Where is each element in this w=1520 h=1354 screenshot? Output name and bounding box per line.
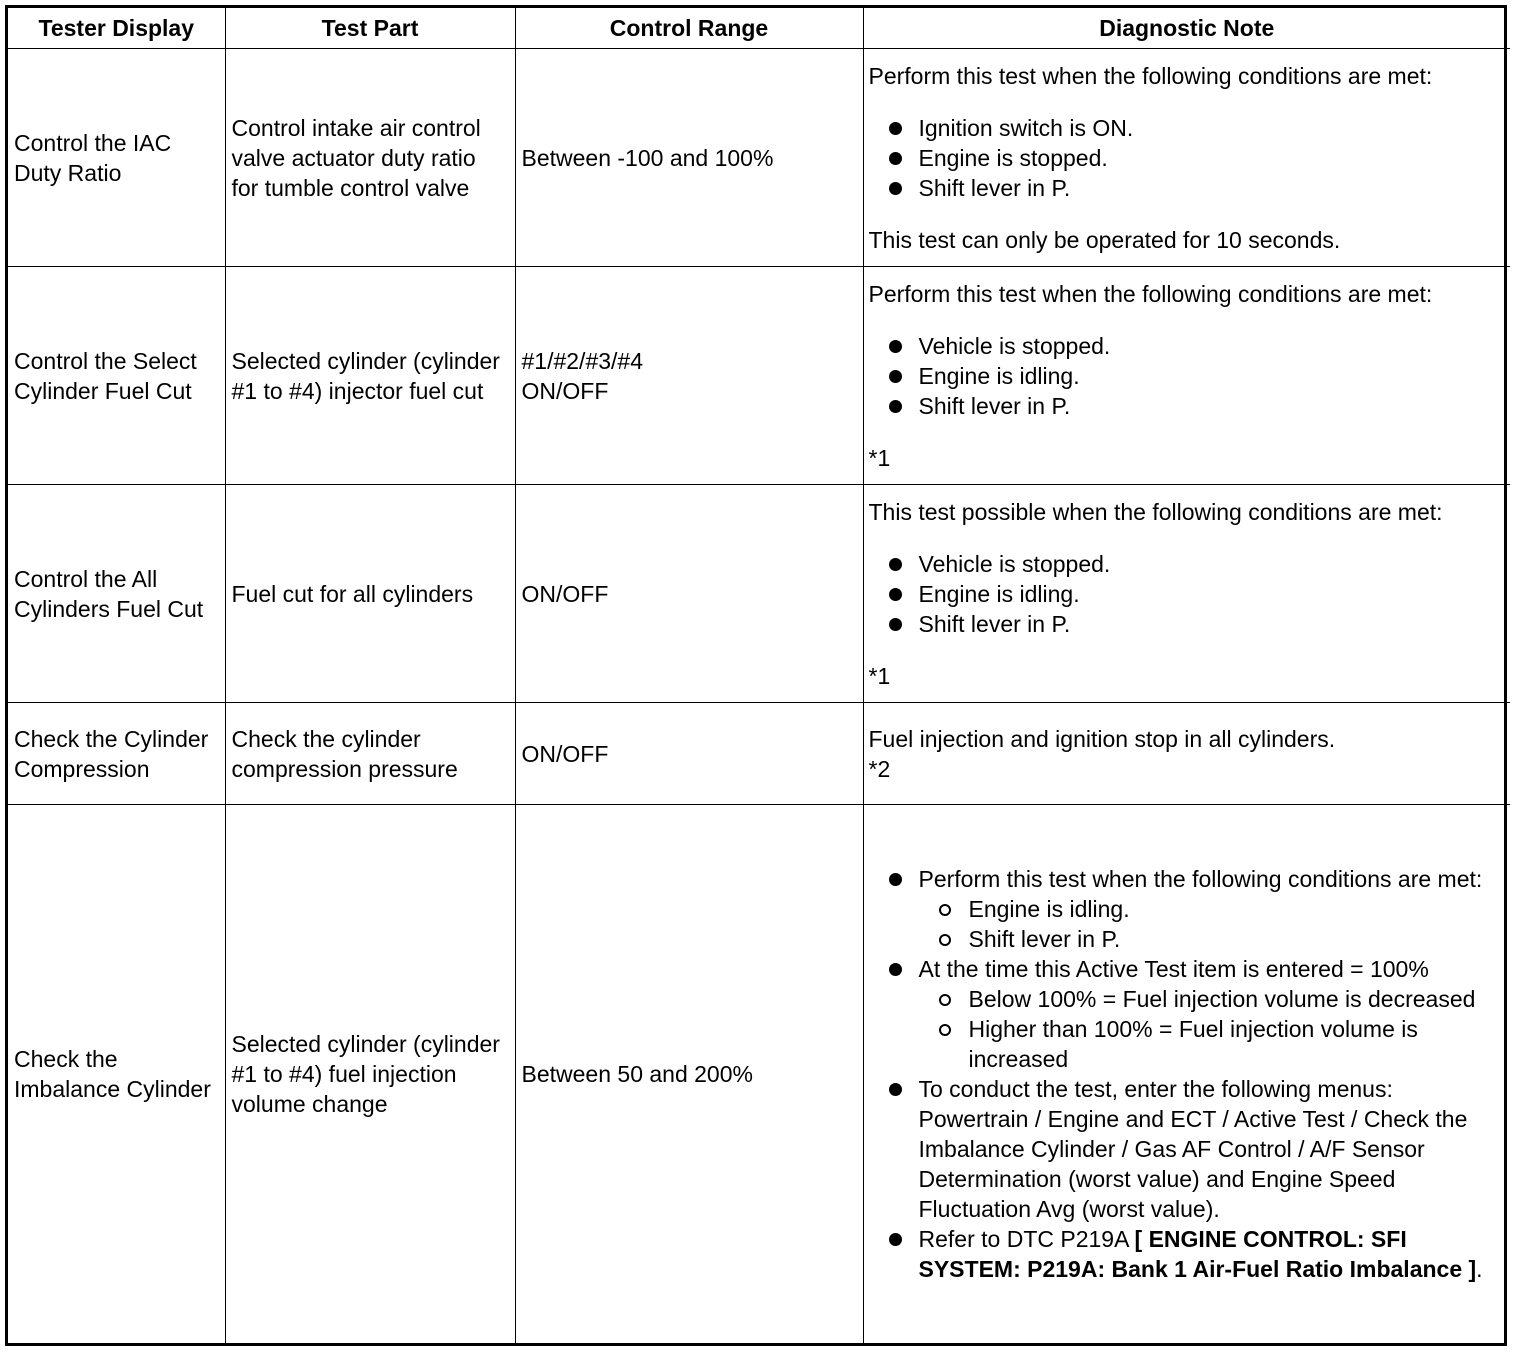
list-item: [887, 954, 1505, 1074]
tester-display-cell: Check the Imbalance Cylinder: [8, 805, 225, 1344]
list-item: [887, 1224, 1505, 1284]
list-item: [887, 864, 1505, 954]
note-line: *2: [868, 755, 891, 782]
tester-display-cell: Control the Select Cylinder Fuel Cut: [8, 267, 225, 485]
table-row: [8, 49, 1510, 267]
diagnostic-note-cell: [863, 267, 1510, 485]
list-item: Shift lever in P.: [887, 391, 1505, 421]
note-intro: Perform this test when the following conditions are met:: [868, 62, 1433, 89]
diagnostic-note-cell: [863, 49, 1510, 267]
note-outro: *1: [868, 444, 891, 471]
bullet-text-suffix: .: [1476, 1256, 1483, 1282]
table-row: [8, 805, 1510, 1344]
conditions-list: [869, 549, 1505, 639]
control-range-cell: ON/OFF: [515, 703, 863, 805]
diagnostic-note-cell: [863, 703, 1510, 805]
conditions-list: [869, 113, 1505, 203]
list-item: Vehicle is stopped.: [887, 331, 1505, 361]
diagnostic-note-cell: [863, 485, 1510, 703]
sub-list-item: Shift lever in P.: [937, 924, 1505, 954]
active-test-table-frame: [5, 5, 1507, 1346]
sub-list-item: Higher than 100% = Fuel injection volume is increased: [937, 1014, 1505, 1074]
sub-list: [919, 894, 1505, 954]
list-item: Shift lever in P.: [887, 173, 1505, 203]
sub-list: [919, 984, 1505, 1074]
test-part-cell: Control intake air control valve actuator duty ratio for tumble control valve: [225, 49, 515, 267]
dtc-reference-link[interactable]: [ ENGINE CONTROL: SFI SYSTEM: P219A: Bank 1 Air-Fuel Ratio Imbalance ]: [918, 1226, 1477, 1282]
header-diagnostic-note: Diagnostic Note: [863, 8, 1510, 49]
active-test-table: [8, 8, 1510, 1343]
test-part-cell: Selected cylinder (cylinder #1 to #4) injector fuel cut: [225, 267, 515, 485]
list-item: To conduct the test, enter the following menus: Powertrain / Engine and ECT / Active Test / Check the Imbalance Cylinder / Gas AF Control / A/F Sensor Determination (worst value) and Engine Speed Fluctuation Avg (worst value).: [887, 1074, 1505, 1224]
control-range-line: ON/OFF: [521, 377, 609, 404]
sub-list-item: Below 100% = Fuel injection volume is decreased: [937, 984, 1505, 1014]
test-part-cell: Check the cylinder compression pressure: [225, 703, 515, 805]
header-test-part: Test Part: [225, 8, 515, 49]
list-item: Vehicle is stopped.: [887, 549, 1505, 579]
bullet-text: At the time this Active Test item is entered = 100%: [918, 956, 1429, 982]
tester-display-cell: Check the Cylinder Compression: [8, 703, 225, 805]
header-control-range: Control Range: [515, 8, 863, 49]
note-intro: This test possible when the following conditions are met:: [868, 498, 1443, 525]
sub-list-item: Engine is idling.: [937, 894, 1505, 924]
bullet-text: Perform this test when the following conditions are met:: [918, 866, 1483, 892]
note-outro: This test can only be operated for 10 seconds.: [868, 226, 1341, 253]
control-range-cell: ON/OFF: [515, 485, 863, 703]
test-part-cell: Fuel cut for all cylinders: [225, 485, 515, 703]
note-intro: Perform this test when the following conditions are met:: [868, 280, 1433, 307]
note-line: Fuel injection and ignition stop in all cylinders.: [868, 725, 1336, 752]
table-row: [8, 703, 1510, 805]
test-part-cell: Selected cylinder (cylinder #1 to #4) fuel injection volume change: [225, 805, 515, 1344]
tester-display-cell: Control the IAC Duty Ratio: [8, 49, 225, 267]
list-item: Shift lever in P.: [887, 609, 1505, 639]
diagnostic-note-cell: [863, 805, 1510, 1344]
list-item: Engine is idling.: [887, 579, 1505, 609]
bullet-text: Refer to DTC P219A: [918, 1226, 1135, 1252]
conditions-list: [869, 331, 1505, 421]
tester-display-cell: Control the All Cylinders Fuel Cut: [8, 485, 225, 703]
note-outro: *1: [868, 662, 891, 689]
list-item: Engine is stopped.: [887, 143, 1505, 173]
table-row: [8, 485, 1510, 703]
list-item: Ignition switch is ON.: [887, 113, 1505, 143]
header-row: [8, 8, 1510, 49]
notes-list: [869, 864, 1505, 1284]
control-range-cell: [515, 267, 863, 485]
control-range-cell: Between 50 and 200%: [515, 805, 863, 1344]
header-tester-display: Tester Display: [8, 8, 225, 49]
control-range-line: #1/#2/#3/#4: [521, 347, 644, 374]
table-row: [8, 267, 1510, 485]
control-range-cell: Between -100 and 100%: [515, 49, 863, 267]
list-item: Engine is idling.: [887, 361, 1505, 391]
